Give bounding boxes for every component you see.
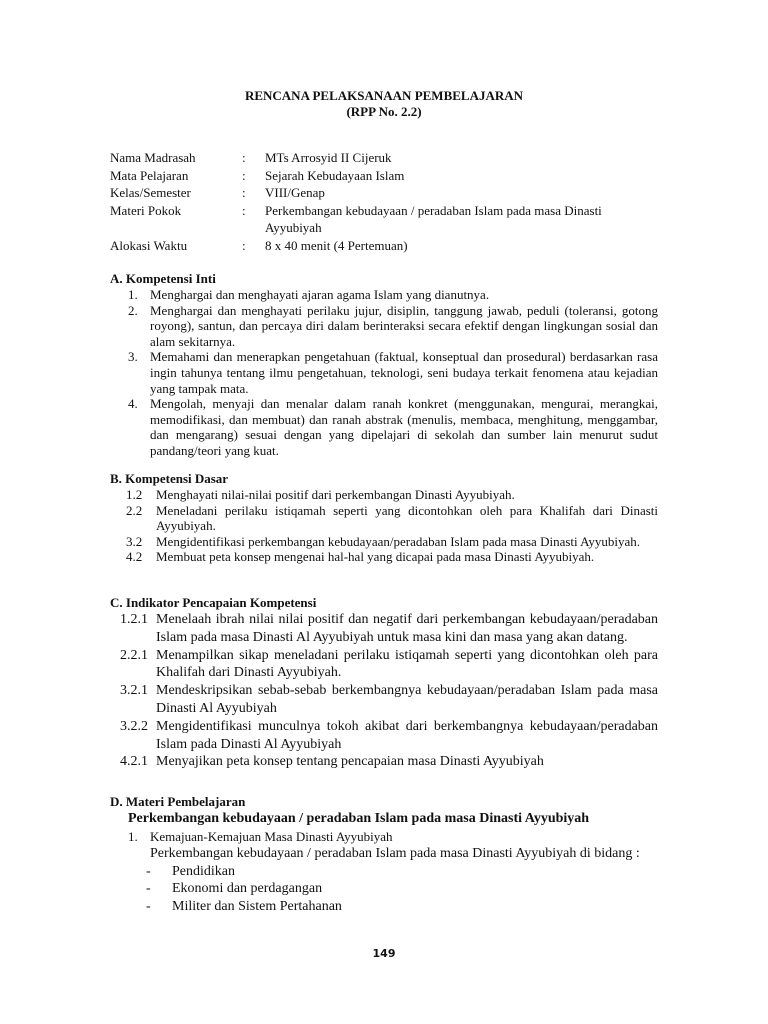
identity-label: Nama Madrasah [110,150,196,165]
list-item [110,549,658,565]
section-heading: D. Materi Pembelajaran [110,794,246,809]
identity-label: Kelas/Semester [110,185,191,200]
section-heading: C. Indikator Pencapaian Kompetensi [110,595,317,610]
identity-colon: : [242,167,246,183]
identity-colon: : [242,150,246,165]
document-subtitle: (RPP No. 2.2) [346,104,422,119]
list-item [110,303,658,350]
list-item [110,287,658,303]
bullet-text: Militer dan Sistem Pertahanan [172,898,342,914]
item-text: Menghargai dan menghayati ajaran agama Islam yang dianutnya. [150,287,490,302]
identity-value: Perkembangan kebudayaan / peradaban Islam pada masa Dinasti Ayyubiyah [265,202,602,235]
identity-row [110,167,655,185]
identity-row [110,184,655,202]
identity-label: Alokasi Waktu [110,237,188,253]
item-number: 2.2.1 [120,647,148,663]
identity-colon: : [242,237,246,253]
item-text: Kemajuan-Kemajuan Masa Dinasti Ayyubiyah [150,829,393,844]
section-indikator [110,594,658,771]
item-number: 3. [128,349,138,365]
item-text: Mengidentifikasi munculnya tokoh akibat dari berkembangnya kebudayaan/peradaban Islam pada Dinasti Al Ayyubiyah [156,718,658,752]
bullet-mark: - [146,863,151,879]
identity-label: Mata Pelajaran [110,167,189,183]
section-subheading: Perkembangan kebudayaan / peradaban Islam pada masa Dinasti Ayyubiyah [128,811,590,826]
item-text: Membuat peta konsep mengenai hal-hal yang dicapai pada masa Dinasti Ayyubiyah. [156,549,595,565]
identity-value: MTs Arrosyid II Cijeruk [265,150,392,165]
list-item [110,682,658,718]
identity-value: VIII/Genap [265,185,325,200]
identity-value: 8 x 40 menit (4 Pertemuan) [265,237,408,253]
section-materi [110,793,658,915]
identity-table [110,149,655,254]
item-number: 1.2 [126,487,143,502]
item-number: 3.2 [126,533,143,549]
item-number: 3.2.2 [120,718,148,734]
item-text: Menyajikan peta konsep tentang pencapaian masa Dinasti Ayyubiyah [156,754,544,770]
item-text: Meneladani perilaku istiqamah seperti yang dicontohkan oleh para Khalifah dari Dinasti Ayyubiyah. [156,502,658,534]
item-number: 4.2.1 [120,754,148,770]
list-item [110,753,658,771]
item-number: 2. [128,302,138,318]
item-text: Memahami dan menerapkan pengetahuan (faktual, konseptual dan prosedural) berdasarkan rasa ingin tahunya tentang ilmu pengetahuan, teknologi, seni budaya terkait fenomena atau kejadian yang tampak mata. [150,349,658,396]
item-text: Menghargai dan menghayati perilaku jujur, disiplin, tanggung jawab, peduli (toleransi, gotong royong), santun, dan percaya diri dalam berinteraksi secara efektif dengan lingkungan sosial dan alam sekitarnya. [150,302,658,349]
document-title: RENCANA PELAKSANAAN PEMBELAJARAN [244,88,524,103]
item-text: Menelaah ibrah nilai nilai positif dan negatif dari perkembangan kebudayaan/peradaban Islam pada masa Dinasti Al Ayyubiyah untuk masa kini dan masa yang akan datang. [156,612,658,645]
item-number: 3.2.1 [120,683,148,699]
item-text: Mengidentifikasi perkembangan kebudayaan/peradaban Islam pada masa Dinasti Ayyubiyah. [156,533,640,549]
identity-row [110,237,655,255]
item-number: 1.2.1 [120,612,148,627]
page-number: 149 [372,947,396,960]
list-item [110,503,658,534]
section-kompetensi-inti [110,270,658,459]
item-number: 1. [128,287,138,302]
list-item [110,647,658,683]
item-text: Menghayati nilai-nilai positif dari perkembangan Dinasti Ayyubiyah. [156,487,515,502]
identity-label: Materi Pokok [110,202,182,218]
item-number: 4. [128,396,138,412]
section-heading: A. Kompetensi Inti [110,271,216,286]
bullet-item [110,880,658,898]
item-number: 2.2 [126,502,143,518]
identity-colon: : [242,202,246,218]
item-text: Mengolah, menyaji dan menalar dalam ranah konkret (menggunakan, mengurai, merangkai, memodifikasi, dan membuat) dan ranah abstrak (menulis, membaca, menghitung, menggambar, dan mengarang) sesuai dengan yang dipelajari di sekolah dan sumber lain menurut sudut pandang/teori yang kuat. [150,396,658,458]
list-item [110,611,658,647]
identity-colon: : [242,185,246,200]
bullet-mark: - [146,881,151,896]
list-item [110,534,658,550]
list-item [110,487,658,503]
bullet-text: Ekonomi dan perdagangan [172,881,323,896]
section-heading: B. Kompetensi Dasar [110,471,229,486]
item-text: Menampilkan sikap meneladani perilaku istiqamah seperti yang dicontohkan oleh para Khalifah dari Dinasti Ayyubiyah. [156,647,658,681]
bullet-item [110,863,658,881]
list-item [110,349,658,396]
item-number: 4.2 [126,549,143,565]
bullet-text: Pendidikan [172,863,235,879]
identity-row [110,202,655,237]
section-kompetensi-dasar [110,470,658,565]
list-item [110,396,658,458]
item-text: Mendeskripsikan sebab-sebab berkembangnya kebudayaan/peradaban Islam pada masa Dinasti Al Ayyubiyah [156,683,658,716]
list-item [110,718,658,754]
list-item [110,828,658,845]
bullet-item [110,898,658,916]
paragraph: Perkembangan kebudayaan / peradaban Islam pada masa Dinasti Ayyubiyah di bidang : [150,846,640,861]
identity-row [110,149,655,167]
bullet-mark: - [146,898,151,914]
identity-value: Sejarah Kebudayaan Islam [265,167,405,183]
item-number: 1. [128,829,138,844]
